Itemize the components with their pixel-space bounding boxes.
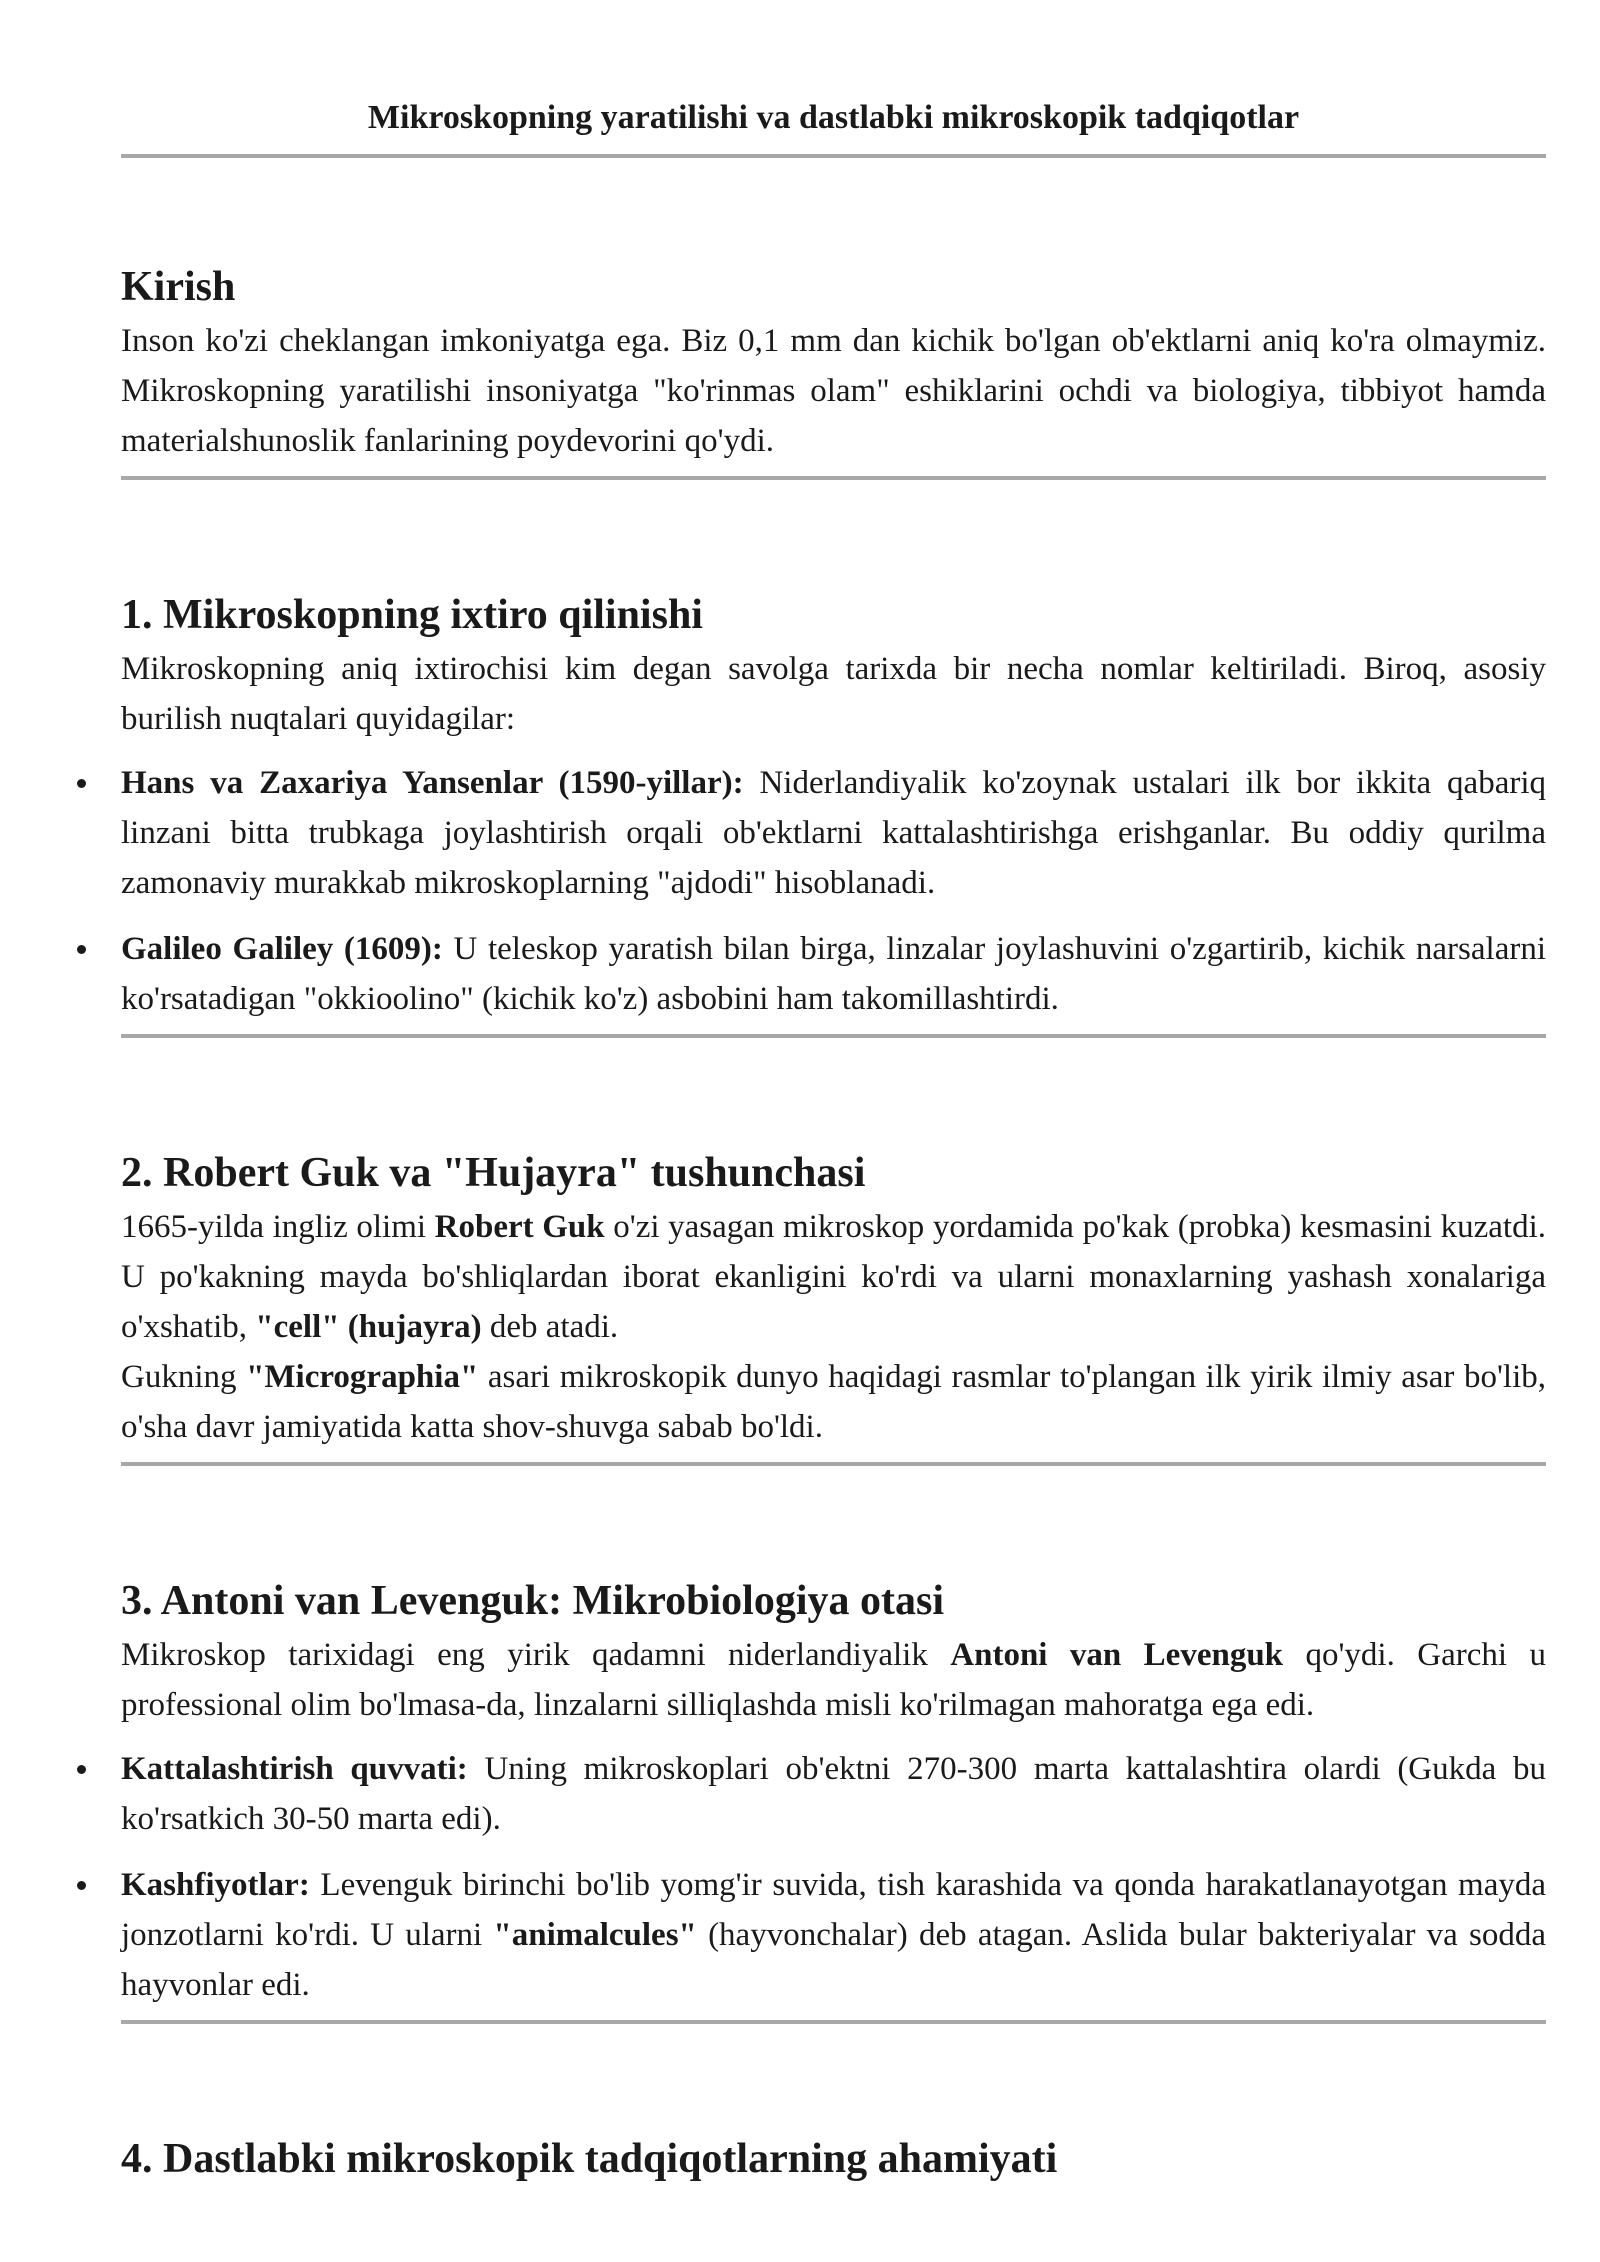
text-run: qo'ydi. Garchi u professional olim bo'lmasa-da, linzalarni silliqlashda misli ko'rilmagan mahoratga ega edi.: [121, 1637, 1546, 1723]
text-run: asari mikroskopik dunyo haqidagi rasmlar to'plangan ilk yirik ilmiy asar bo'lib, o'sha davr jamiyatida katta shov-shuvga sabab bo'ldi.: [121, 1359, 1546, 1445]
page-header-title: Mikroskopning yaratilishi va dastlabki mikroskopik tadqiqotlar: [121, 92, 1546, 158]
bold-text-run: Robert Guk: [434, 1209, 605, 1245]
bullet-text: (hayvonchalar) deb atagan. Aslida bular bakteriyalar va sodda hayvonlar edi.: [121, 1917, 1546, 2003]
section-4: [121, 2130, 1546, 2198]
bullet-icon: [77, 945, 86, 954]
list-item: [121, 924, 1546, 1024]
section-2: [121, 1144, 1546, 1466]
bullet-bold-label: Galileo Galiley (1609):: [121, 931, 443, 967]
bullet-bold-label: Kattalashtirish quvvati:: [121, 1751, 468, 1787]
section-3: [121, 1572, 1546, 2024]
bullet-text: Uning mikroskoplari ob'ektni 270-300 marta kattalashtira olardi (Gukda bu ko'rsatkich 30-50 marta edi).: [121, 1751, 1546, 1837]
text-run: Mikroskop tarixidagi eng yirik qadamni niderlandiyalik: [121, 1637, 951, 1673]
section-3-paragraph: [121, 1630, 1546, 1730]
document-page: [121, 92, 1546, 2198]
bullet-bold-label: Hans va Zaxariya Yansenlar (1590-yillar):: [121, 765, 744, 801]
bullet-text: Levenguk birinchi bo'lib yomg'ir suvida, tish karashida va qonda harakatlanayotgan mayda jonzotlarni ko'rdi. U ularni: [121, 1867, 1546, 1953]
section-2-paragraph-1: [121, 1202, 1546, 1352]
list-item: [121, 1860, 1546, 2010]
section-heading-1: 1. Mikroskopning ixtiro qilinishi: [121, 592, 703, 638]
section-1-bullet-list: [121, 758, 1546, 1024]
section-heading-2: 2. Robert Guk va "Hujayra" tushunchasi: [121, 1150, 866, 1196]
text-run: o'zi yasagan mikroskop yordamida po'kak (probka) kesmasini kuzatdi. U po'kakning mayda bo'shliqlardan iborat ekanligini ko'rdi va ularni monaxlarning yashash xonalariga o'xshatib,: [121, 1209, 1547, 1345]
bold-text-run: "animalcules": [493, 1917, 697, 1953]
section-heading-intro: Kirish: [121, 264, 236, 310]
section-intro: [121, 258, 1546, 480]
section-2-paragraph-2: [121, 1352, 1546, 1452]
section-heading-4: 4. Dastlabki mikroskopik tadqiqotlarning ahamiyati: [121, 2136, 1058, 2182]
list-item: [121, 758, 1546, 908]
list-item: [121, 1744, 1546, 1844]
bullet-icon: [77, 779, 86, 788]
bullet-icon: [77, 1765, 86, 1774]
text-run: 1665-yilda ingliz olimi: [121, 1209, 435, 1245]
bullet-text: Niderlandiyalik ko'zoynak ustalari ilk bor ikkita qabariq linzani bitta trubkaga joylashtirish orqali ob'ektlarni kattalashtirishga erishganlar. Bu oddiy qurilma zamonaviy murakkab mikroskoplarning "ajdodi" hisoblanadi.: [121, 765, 1546, 901]
bold-text-run: "cell" (hujayra): [255, 1309, 482, 1345]
section-heading-3: 3. Antoni van Levenguk: Mikrobiologiya otasi: [121, 1578, 945, 1624]
bold-text-run: Antoni van Levenguk: [950, 1637, 1284, 1673]
bullet-bold-label: Kashfiyotlar:: [121, 1867, 310, 1903]
bold-text-run: "Micrographia": [246, 1359, 479, 1395]
text-run: Gukning: [121, 1359, 247, 1395]
section-1: [121, 586, 1546, 1038]
section-1-paragraph: Mikroskopning aniq ixtirochisi kim degan savolga tarixda bir necha nomlar keltiriladi. Biroq, asosiy burilish nuqtalari quyidagilar:: [121, 651, 1546, 737]
bullet-text: U teleskop yaratish bilan birga, linzalar joylashuvini o'zgartirib, kichik narsalarni ko'rsatadigan "okkioolino" (kichik ko'z) asbobini ham takomillashtirdi.: [121, 931, 1547, 1017]
section-3-bullet-list: [121, 1744, 1546, 2010]
bullet-icon: [77, 1881, 86, 1890]
text-run: deb atadi.: [481, 1309, 619, 1345]
intro-paragraph: Inson ko'zi cheklangan imkoniyatga ega. Biz 0,1 mm dan kichik bo'lgan ob'ektlarni aniq ko'ra olmaymiz. Mikroskopning yaratilishi insoniyatga "ko'rinmas olam" eshiklarini ochdi va biologiya, tibbiyot hamda materialshunoslik fanlarining poydevorini qo'ydi.: [121, 323, 1546, 459]
